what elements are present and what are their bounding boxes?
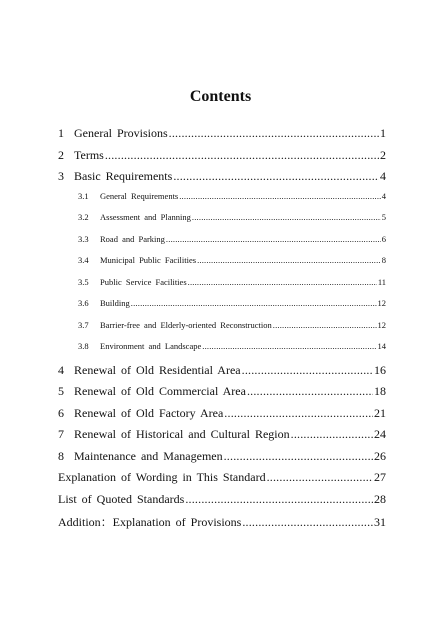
toc-entry-number: 1: [58, 126, 64, 140]
dot-leader: [188, 277, 377, 287]
toc-entry-8[interactable]: [58, 449, 386, 471]
toc-entry-explanation-of-wording[interactable]: [58, 470, 386, 492]
toc-entry-3-7[interactable]: [58, 320, 386, 342]
toc-entry-label: Maintenance and Managemen: [74, 448, 223, 463]
dot-leader: [173, 169, 379, 184]
toc-entry-2[interactable]: [58, 148, 386, 170]
dot-leader: [131, 298, 377, 308]
toc-entry-7[interactable]: [58, 427, 386, 449]
toc-entry-3-2[interactable]: [58, 212, 386, 234]
toc-entry-page: 12: [377, 298, 386, 308]
toc-entry-label: General Provisions: [74, 126, 168, 140]
dot-leader: [273, 320, 377, 330]
dot-leader: [224, 406, 373, 421]
toc-entry-number: 3: [58, 169, 64, 183]
dot-leader: [202, 341, 376, 351]
toc-entry-page: 4: [380, 169, 386, 183]
toc-entry-3-4[interactable]: [58, 255, 386, 277]
toc-entry-number: 3.2: [78, 212, 89, 222]
dot-leader: [267, 470, 373, 485]
toc-entry-label: List of Quoted Standards: [58, 491, 185, 506]
toc-entry-3-1[interactable]: [58, 191, 386, 213]
dot-leader: [179, 191, 381, 201]
dot-leader: [192, 212, 381, 222]
toc-entry-quoted-standards[interactable]: [58, 492, 386, 514]
toc-entry-page: 1: [380, 126, 386, 140]
toc-entry-label: Explanation of Wording in This Standard: [58, 470, 266, 484]
toc-entry-page: 11: [377, 276, 386, 287]
toc-entry-3[interactable]: [58, 169, 386, 191]
toc-entry-page: 6: [381, 233, 386, 244]
toc-entry-number: 3.6: [78, 298, 89, 308]
toc-entry-label: Road and Parking: [100, 233, 165, 244]
toc-entry-page: 21: [374, 405, 386, 420]
toc-entry-3-5[interactable]: [58, 277, 386, 299]
toc-entry-number: 6: [58, 405, 64, 420]
toc-entry-label: Building: [100, 298, 130, 308]
toc-entry-page: 8: [381, 255, 386, 265]
toc-entry-number: 5: [58, 384, 64, 398]
toc-entry-4[interactable]: [58, 363, 386, 385]
table-of-contents: [58, 126, 386, 535]
toc-entry-label: Renewal of Old Factory Area: [74, 405, 224, 420]
page-title: Contents: [189, 88, 252, 105]
toc-entry-page: 24: [374, 427, 386, 441]
toc-entry-label: Basic Requirements: [74, 169, 173, 183]
toc-entry-page: 18: [374, 384, 386, 398]
toc-entry-number: 8: [58, 448, 64, 463]
toc-entry-3-6[interactable]: [58, 298, 386, 320]
dot-leader: [242, 363, 373, 378]
dot-leader: [166, 234, 381, 244]
dot-leader: [291, 427, 373, 442]
toc-entry-page: 14: [377, 341, 386, 351]
toc-entry-number: 3.4: [78, 255, 89, 265]
toc-entry-label: General Requirements: [100, 190, 179, 201]
toc-entry-number: 3.7: [78, 319, 89, 330]
dot-leader: [247, 384, 373, 399]
toc-entry-label: Public Service Facilities: [100, 276, 187, 287]
toc-entry-number: 4: [58, 362, 64, 377]
toc-entry-label: Renewal of Old Residential Area: [74, 362, 241, 377]
toc-entry-1[interactable]: [58, 126, 386, 148]
toc-entry-3-8[interactable]: [58, 341, 386, 363]
toc-entry-label: Municipal Public Facilities: [100, 255, 197, 265]
toc-entry-number: 3.8: [78, 341, 89, 351]
dot-leader: [242, 515, 373, 530]
toc-entry-number: 3.1: [78, 190, 89, 201]
dot-leader: [185, 492, 373, 507]
toc-entry-page: 26: [374, 448, 386, 463]
toc-entry-number: 3.3: [78, 233, 89, 244]
toc-entry-label: Terms: [74, 147, 104, 162]
dot-leader: [105, 148, 379, 163]
toc-entry-label: Environment and Landscape: [100, 341, 202, 351]
toc-entry-number: 7: [58, 427, 64, 441]
toc-entry-page: 31: [374, 515, 386, 529]
toc-entry-page: 4: [381, 190, 386, 201]
toc-entry-label: Renewal of Old Commercial Area: [74, 384, 246, 398]
toc-entry-3-3[interactable]: [58, 234, 386, 256]
toc-entry-page: 2: [380, 147, 386, 162]
toc-entry-page: 16: [374, 362, 386, 377]
toc-entry-label: Renewal of Historical and Cultural Region: [74, 427, 290, 441]
toc-entry-number: 2: [58, 147, 64, 162]
toc-entry-explanation-of-provisions[interactable]: [58, 513, 386, 535]
dot-leader: [224, 449, 373, 464]
dot-leader: [169, 126, 379, 141]
toc-entry-page: 28: [374, 491, 386, 506]
toc-entry-page: 5: [381, 212, 386, 222]
toc-entry-number: 3.5: [78, 276, 89, 287]
toc-entry-page: 27: [374, 470, 386, 484]
toc-entry-5[interactable]: [58, 384, 386, 406]
toc-entry-6[interactable]: [58, 406, 386, 428]
dot-leader: [197, 255, 381, 265]
toc-entry-label: Addition：Explanation of Provisions: [58, 515, 242, 529]
toc-entry-page: 12: [377, 319, 386, 330]
toc-entry-label: Barrier-free and Elderly-oriented Reconstruction: [100, 319, 272, 330]
toc-entry-label: Assessment and Planning: [100, 212, 191, 222]
